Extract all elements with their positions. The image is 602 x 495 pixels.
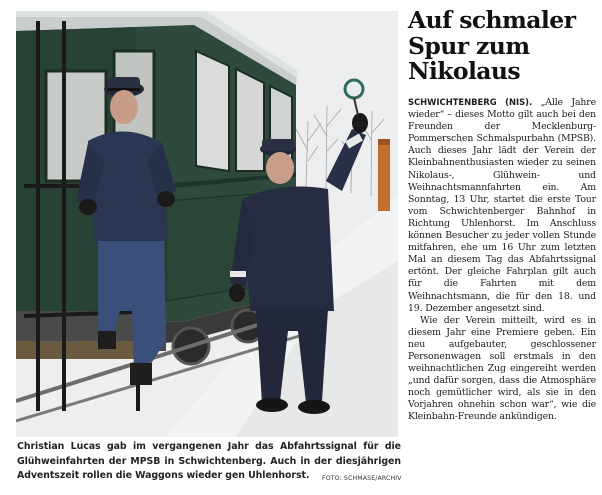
article-paragraph-2: Wie der Verein mitteilt, wird es in diesem Jahr eine Premiere geben. Ein neu aufgebauter, geschlossener Personenwagen soll erstmals in den weihnachtlichen Zug eingereiht werden „und dafür sorgen, dass die Atmosphäre noch gemütlicher wird, als sie in den Vorjahren ohnehin schon war“, wie die Kleinbahn-Freunde ankündigen. — [408, 314, 596, 423]
signal-post — [378, 139, 390, 211]
photo-illustration — [16, 11, 398, 437]
headline-line-3: Nikolaus — [408, 57, 521, 85]
photo-credit: FOTO: SCHMASE/ARCHIV — [322, 475, 402, 482]
photo-caption: Christian Lucas gab im vergangenen Jahr das Abfahrtssignal für die Glühweinfahrten der MPSB in Schwichtenberg. Auch in der diesjährigen Adventszeit rollen die Waggons wieder gen Uhlenhorst. — [17, 441, 401, 482]
article-paragraph-1 — [408, 96, 596, 315]
headline-line-1: Auf schmaler — [408, 6, 576, 34]
article-body — [408, 96, 596, 424]
headline-line-2: Spur zum — [408, 31, 530, 60]
news-photo — [16, 11, 398, 437]
article-paragraph-1-text: „Alle Jahre wieder“ – dieses Motto gilt auch bei den Freunden der Mecklenburg-Pommerschen Schmalspurbahn (MPSB). Auch dieses Jahr lädt der Verein der Kleinbahnenthusiasten wieder zu seinen Nikolaus-, Glühwein- und Weihnachtsmannfahrten ein. Am Sonntag, 13 Uhr, startet die erste Tour vom Schwichtenberger Bahnhof in Richtung Uhlenhorst. Im Anschluss können Besucher zu jeder vollen Stunde mitfahren, ehe um 16 Uhr zum letzten Mal an diesem Tag das Abfahrtssignal ertönt. Der gleiche Fahrplan gilt auch für die Fahrten mit dem Weihnachtsmann, die für den 18. und 19. Dezember angesetzt sind. — [408, 97, 596, 314]
article-headline — [408, 8, 598, 85]
dateline: SCHWICHTENBERG (NIS). — [408, 97, 533, 107]
